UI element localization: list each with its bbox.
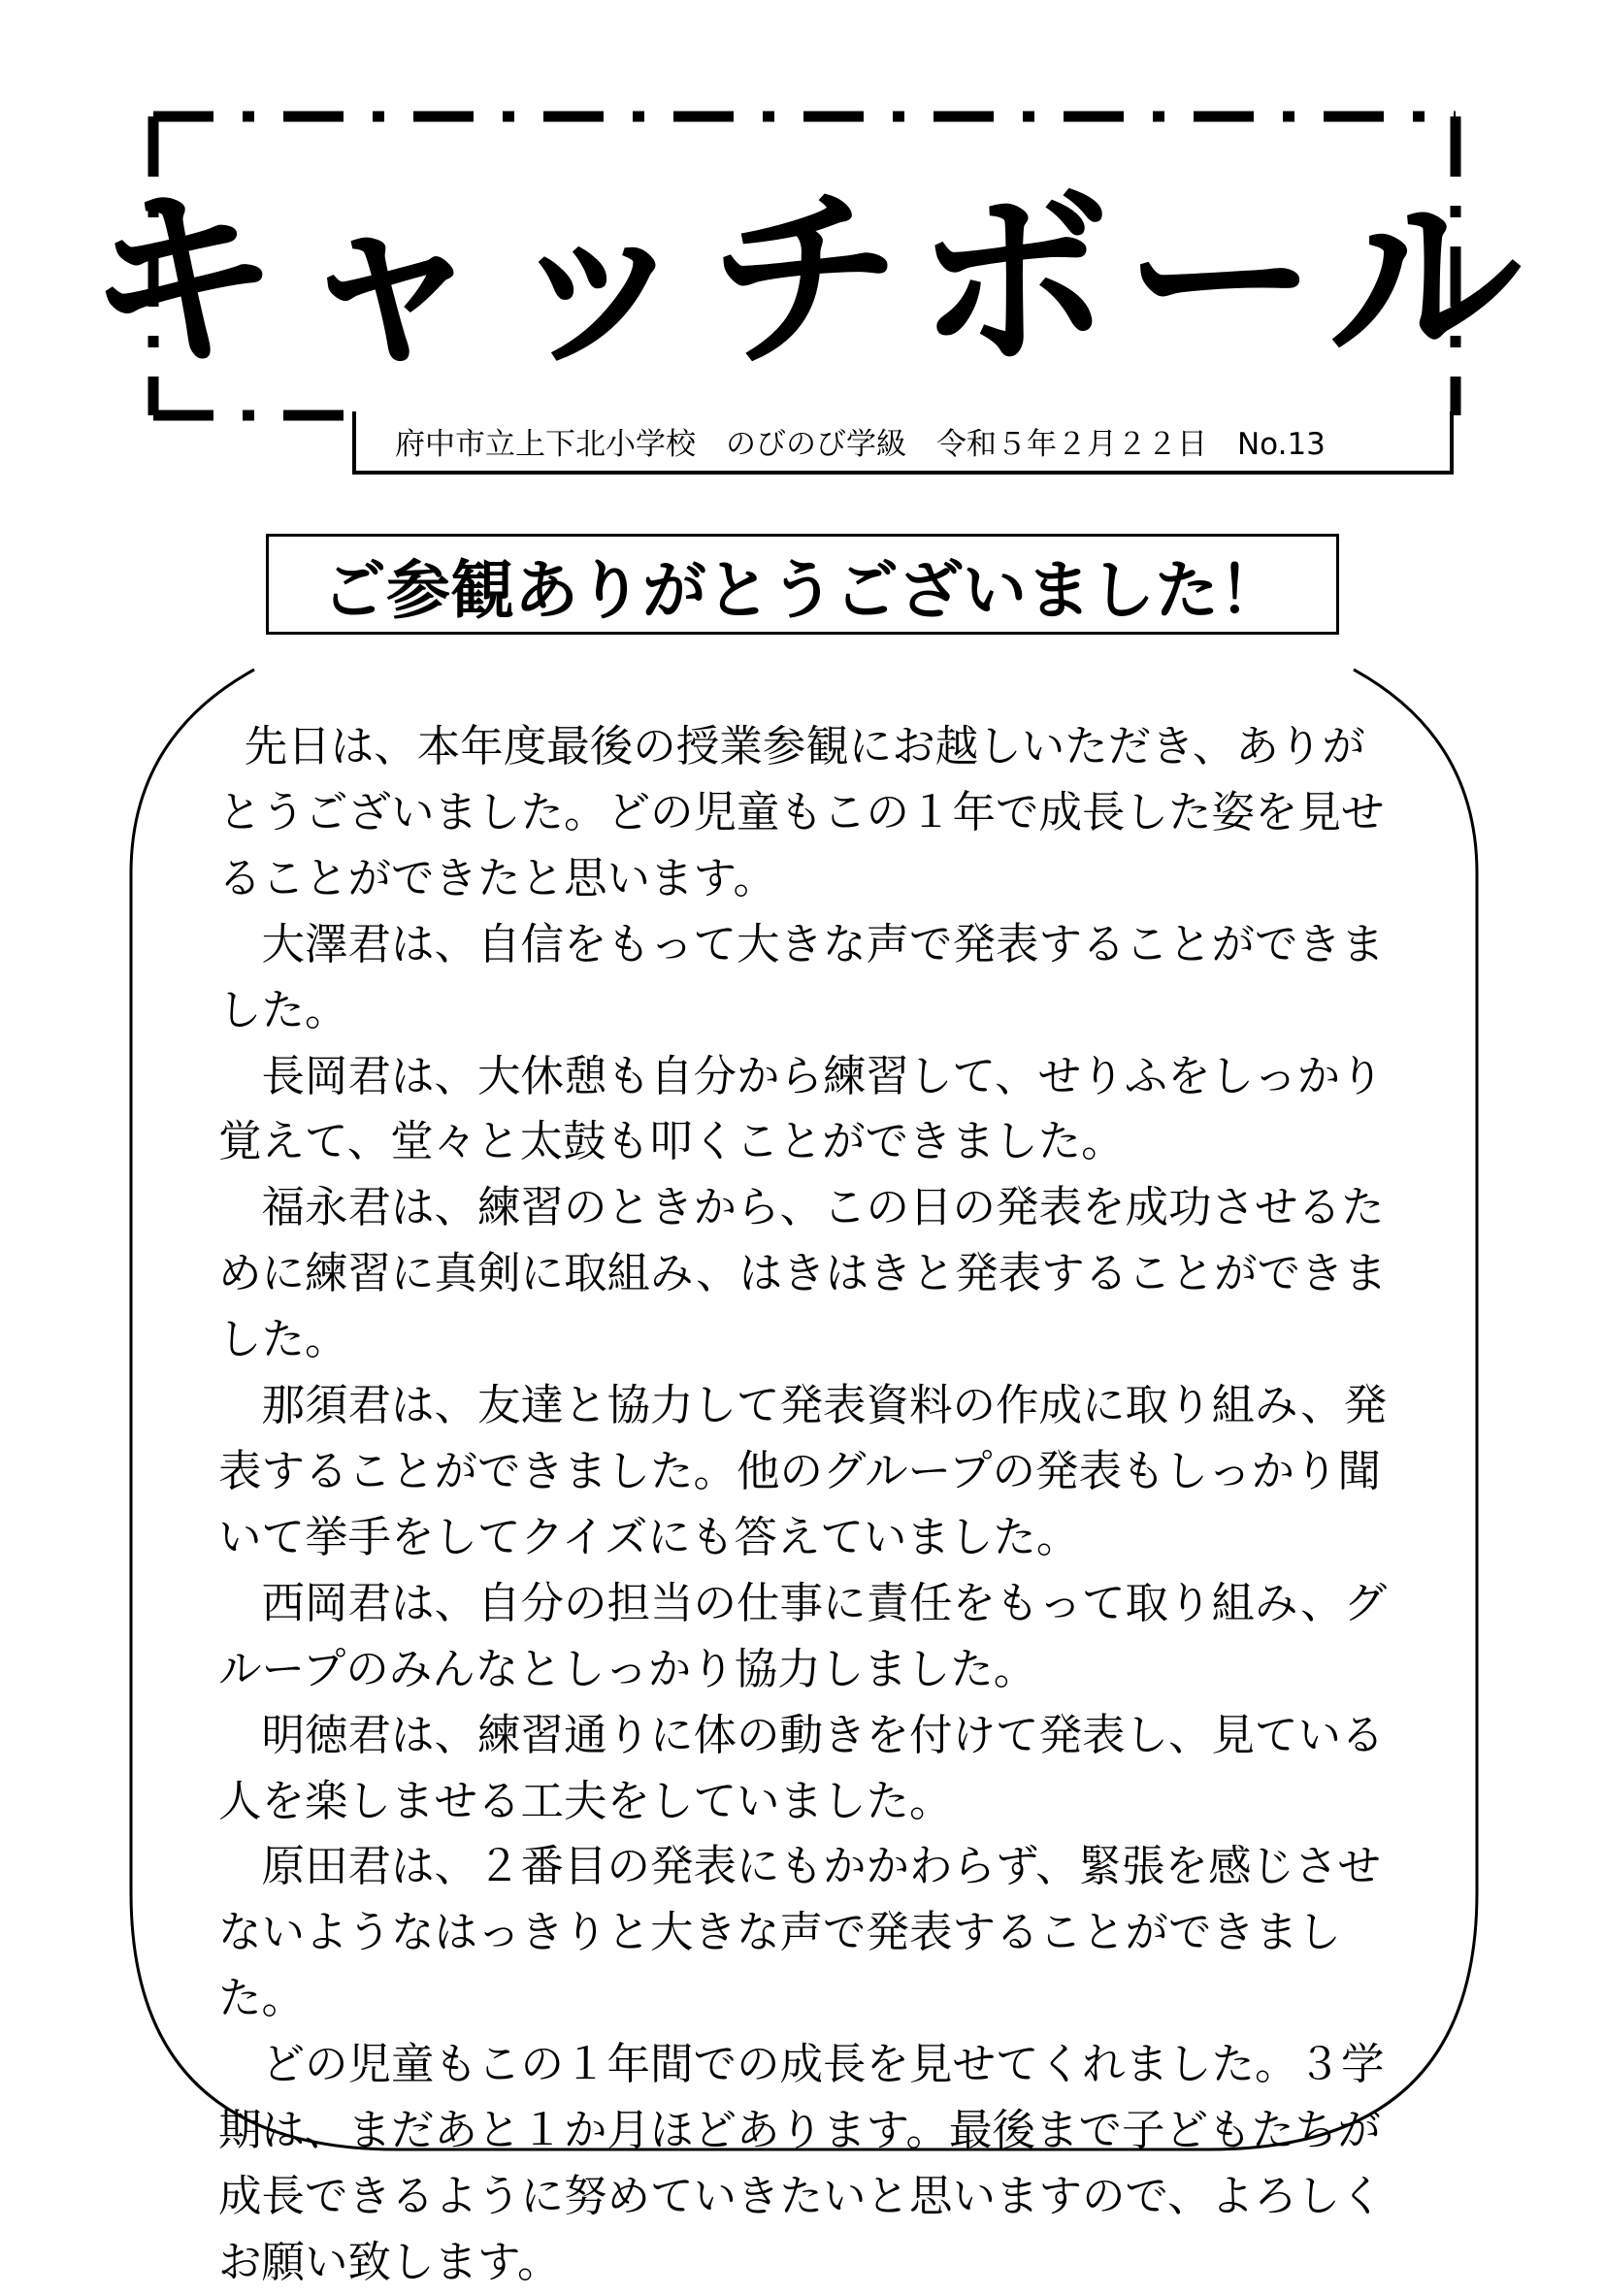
- body-text: [218, 714, 1397, 2296]
- paragraph-nagaoka: 長岡君は、大休憩も自分から練習して、せりふをしっかり覚えて、堂々と太鼓も叩くことができました。: [218, 1051, 1384, 1167]
- masthead-title: キャッチボール: [85, 168, 1536, 394]
- headline: ご参観ありがとうございました！: [266, 534, 1339, 635]
- paragraph-osawa: 大澤君は、自信をもって大きな声で発表することができました。: [218, 919, 1385, 1035]
- paragraph-meitoku: 明徳君は、練習通りに体の動きを付けて発表し、見ている人を楽しませる工夫をしていました。: [218, 1710, 1385, 1826]
- paragraph-nishioka: 西岡君は、自分の担当の仕事に責任をもって取り組み、グループのみんなとしっかり協力しました。: [218, 1578, 1388, 1694]
- paragraph-fukunaga: 福永君は、練習のときから、この日の発表を成功させるために練習に真剣に取組み、はきはきと発表することができました。: [218, 1183, 1388, 1365]
- masthead-info: 府中市立上下北小学校 のびのび学級 令和５年２月２２日 No.13: [352, 411, 1454, 475]
- paragraph-intro: 先日は、本年度最後の授業参観にお越しいただき、ありがとうございました。どの児童もこの１年で成長した姿を見せることができたと思います。: [218, 722, 1385, 903]
- paragraph-closing: どの児童もこの１年間での成長を見せてくれました。３学期は、まだあと１か月ほどあります。最後まで子どもたちが成長できるように努めていきたいと思いますので、よろしくお願い致します。: [218, 2040, 1385, 2287]
- paragraph-nasu: 那須君は、友達と協力して発表資料の作成に取り組み、発表することができました。他のグループの発表もしっかり聞いて挙手をしてクイズにも答えていました。: [218, 1381, 1388, 1562]
- paragraph-harada: 原田君は、２番目の発表にもかかわらず、緊張を感じさせないようなはっきりと大きな声で発表することができました。: [218, 1842, 1381, 2024]
